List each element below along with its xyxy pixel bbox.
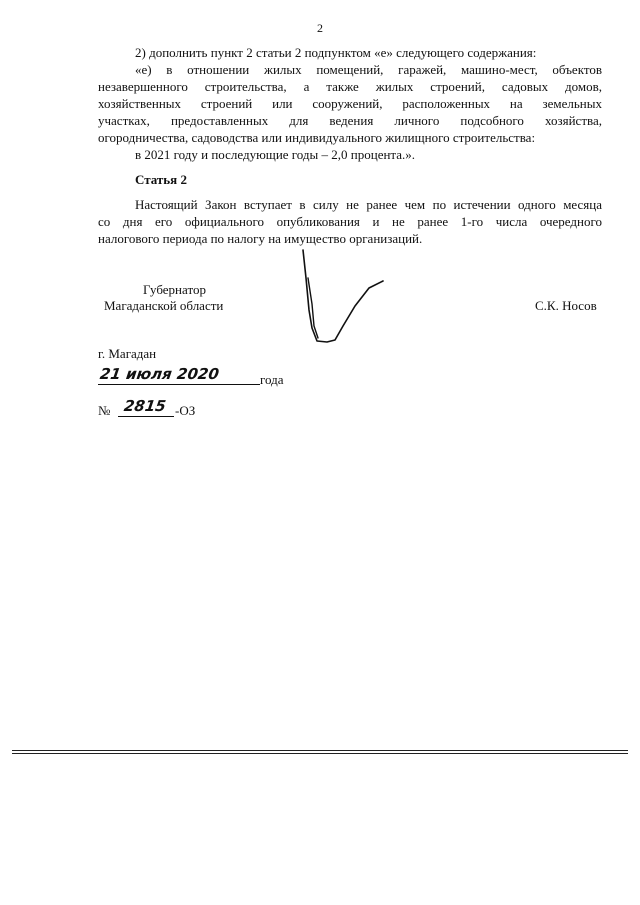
handwritten-signature	[285, 248, 395, 348]
amendment-rate-line: в 2021 году и последующие годы – 2,0 процента.».	[135, 147, 416, 162]
footer-rule	[12, 750, 628, 751]
number-underline	[118, 416, 174, 417]
amendment-line: хозяйственных строений или сооружений, расположенных на земельных	[98, 96, 602, 111]
signatory-name: С.К. Носов	[535, 298, 597, 313]
handwritten-number: 2815	[122, 397, 168, 415]
number-sign: №	[98, 403, 111, 418]
number-suffix: -ОЗ	[175, 403, 196, 418]
place: г. Магадан	[98, 346, 157, 361]
amendment-line: незавершенного строительства, а также жилых строений, садовых домов,	[98, 79, 602, 94]
amendment-line: огородничества, садоводства или индивидуального жилищного строительства:	[98, 130, 536, 145]
handwritten-date: 21 июля 2020	[98, 365, 221, 383]
amendment-intro: 2) дополнить пункт 2 статьи 2 подпунктом «е» следующего содержания:	[135, 45, 537, 60]
article-line: со дня его официального опубликования и не ранее 1-го числа очередного	[98, 214, 602, 229]
amendment-line: «е) в отношении жилых помещений, гаражей, машино-мест, объектов	[135, 62, 602, 77]
footer-rule	[12, 753, 628, 754]
date-suffix: года	[260, 372, 284, 387]
signatory-title: Губернатор	[143, 282, 206, 297]
amendment-line: участках, предоставленных для ведения личного подсобного хозяйства,	[98, 113, 602, 128]
article-line: налогового периода по налогу на имущество организаций.	[98, 231, 423, 246]
page-number: 2	[317, 21, 323, 35]
article-line: Настоящий Закон вступает в силу не ранее чем по истечении одного месяца	[135, 197, 602, 212]
date-underline	[98, 384, 260, 385]
article-heading: Статья 2	[135, 172, 187, 187]
signatory-region: Магаданской области	[104, 298, 224, 313]
